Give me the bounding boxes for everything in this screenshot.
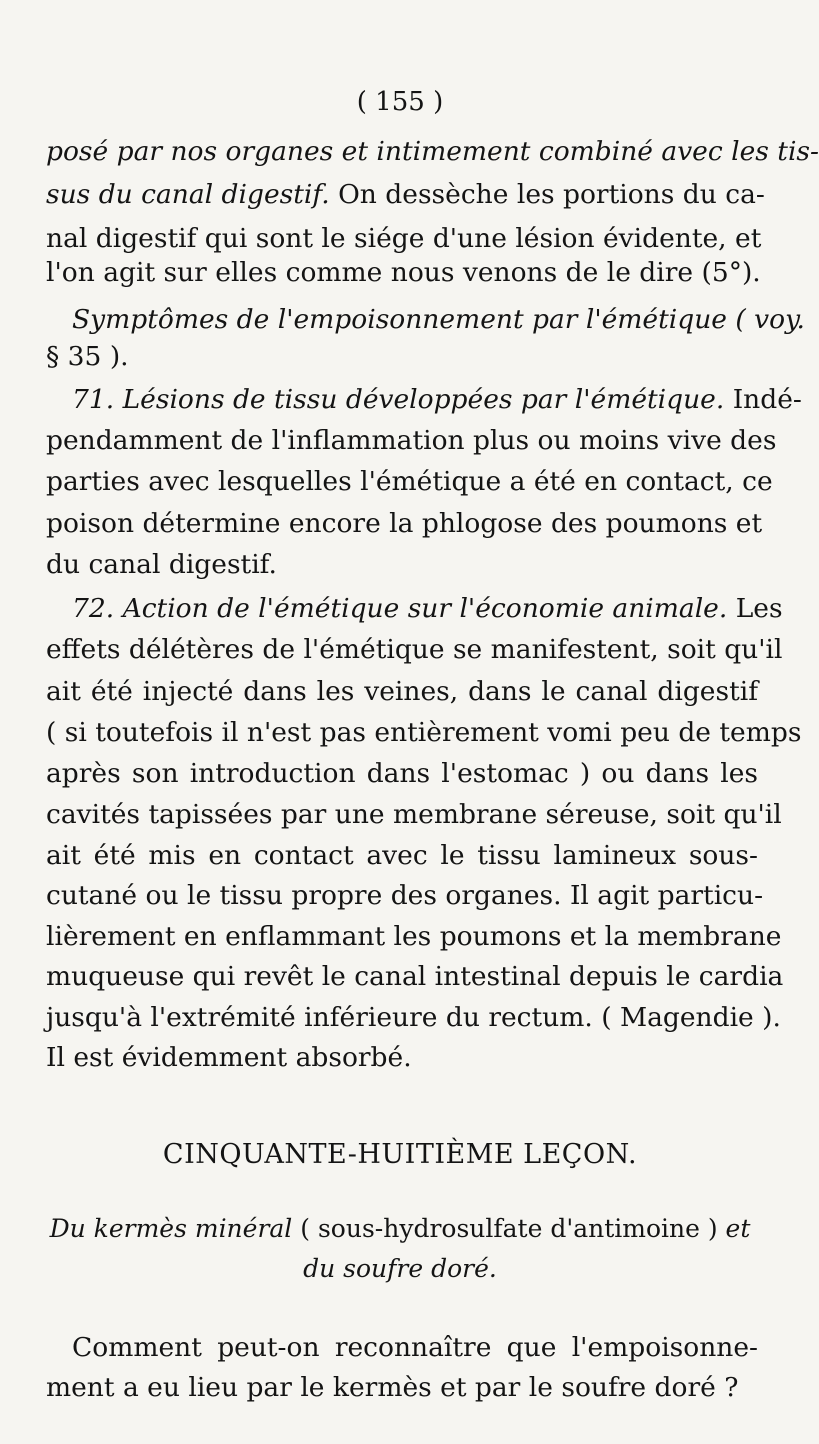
text-line: [46, 917, 782, 957]
text-line: [46, 175, 765, 215]
text-line: [46, 1038, 758, 1078]
text-span: l'on agit sur elles comme nous venons de le dire (5°).: [46, 257, 761, 288]
italic-span: et: [725, 1214, 751, 1243]
text-line: [46, 672, 758, 712]
text-line: [46, 754, 758, 794]
text-span: parties avec lesquelles l'émétique a été en contact, ce: [46, 466, 773, 497]
text-line: [46, 630, 783, 670]
italic-span: Du kermès minéral: [49, 1214, 293, 1243]
text-span: § 35 ).: [46, 341, 129, 372]
text-span: ( si toutefois il n'est pas entièrement vomi peu de temps: [46, 717, 802, 748]
text-line: [46, 504, 763, 544]
text-line: [46, 795, 782, 835]
text-line: [46, 337, 758, 377]
italic-span: sus du canal digestif.: [46, 179, 330, 210]
page-number: ( 155 ): [356, 87, 444, 117]
section-heading: CINQUANTE-HUITIÈME LEÇON.: [162, 1139, 638, 1170]
text-line: [46, 836, 758, 876]
text-span: ment a eu lieu par le kermès et par le soufre doré ?: [46, 1372, 739, 1403]
text-span: Indé-: [724, 384, 802, 415]
text-span: du canal digestif.: [46, 549, 277, 580]
text-span: posé par nos organes et intimement combiné avec les tis-: [46, 136, 819, 167]
text-line: [46, 1368, 758, 1408]
text-span: cavités tapissées par une membrane séreuse, soit qu'il: [46, 799, 782, 830]
text-line: [46, 545, 758, 585]
text-span: muqueuse qui revêt le canal intestinal depuis le cardia: [46, 961, 784, 992]
text-line: [46, 253, 761, 293]
text-line: [46, 957, 784, 997]
text-span: cutané ou le tissu propre des organes. Il agit particu-: [46, 880, 764, 911]
text-line: [46, 998, 781, 1038]
section-subtitle-line-2: du soufre doré.: [303, 1254, 497, 1283]
text-line: [72, 589, 783, 629]
text-line: [46, 713, 802, 753]
text-span: effets délétères de l'émétique se manifestent, soit qu'il: [46, 634, 783, 665]
text-span: ait été mis en contact avec le tissu lamineux sous-: [46, 840, 758, 871]
text-line: [46, 876, 764, 916]
text-span: nal digestif qui sont le siége d'une lésion évidente, et: [46, 223, 762, 254]
text-line: [46, 132, 819, 172]
text-line: [72, 380, 802, 420]
italic-span: 71. Lésions de tissu développées par l'émétique.: [72, 384, 725, 415]
text-span: ait été injecté dans les veines, dans le canal digestif: [46, 676, 758, 707]
text-span: après son introduction dans l'estomac ) ou dans les: [46, 758, 758, 789]
text-line: [46, 462, 773, 502]
text-line: [72, 300, 805, 340]
text-span: pendamment de l'inflammation plus ou moins vive des: [46, 425, 777, 456]
text-span: Les: [727, 593, 783, 624]
text-span: Il est évidemment absorbé.: [46, 1042, 412, 1073]
italic-span: Symptômes de l'empoisonnement par l'émétique ( voy.: [72, 304, 805, 335]
section-subtitle: [0, 1210, 800, 1248]
text-span: ( sous-hydrosulfate d'antimoine ): [292, 1214, 726, 1243]
text-span: jusqu'à l'extrémité inférieure du rectum. ( Magendie ).: [46, 1002, 781, 1033]
text-span: poison détermine encore la phlogose des poumons et: [46, 508, 763, 539]
italic-span: 72. Action de l'émétique sur l'économie animale.: [72, 593, 728, 624]
text-span: lièrement en enflammant les poumons et la membrane: [46, 921, 782, 952]
text-span: Comment peut-on reconnaître que l'empoisonne-: [72, 1332, 758, 1363]
text-line: [72, 1328, 758, 1368]
text-line: [46, 421, 777, 461]
text-span: On dessèche les portions du ca-: [329, 179, 765, 210]
